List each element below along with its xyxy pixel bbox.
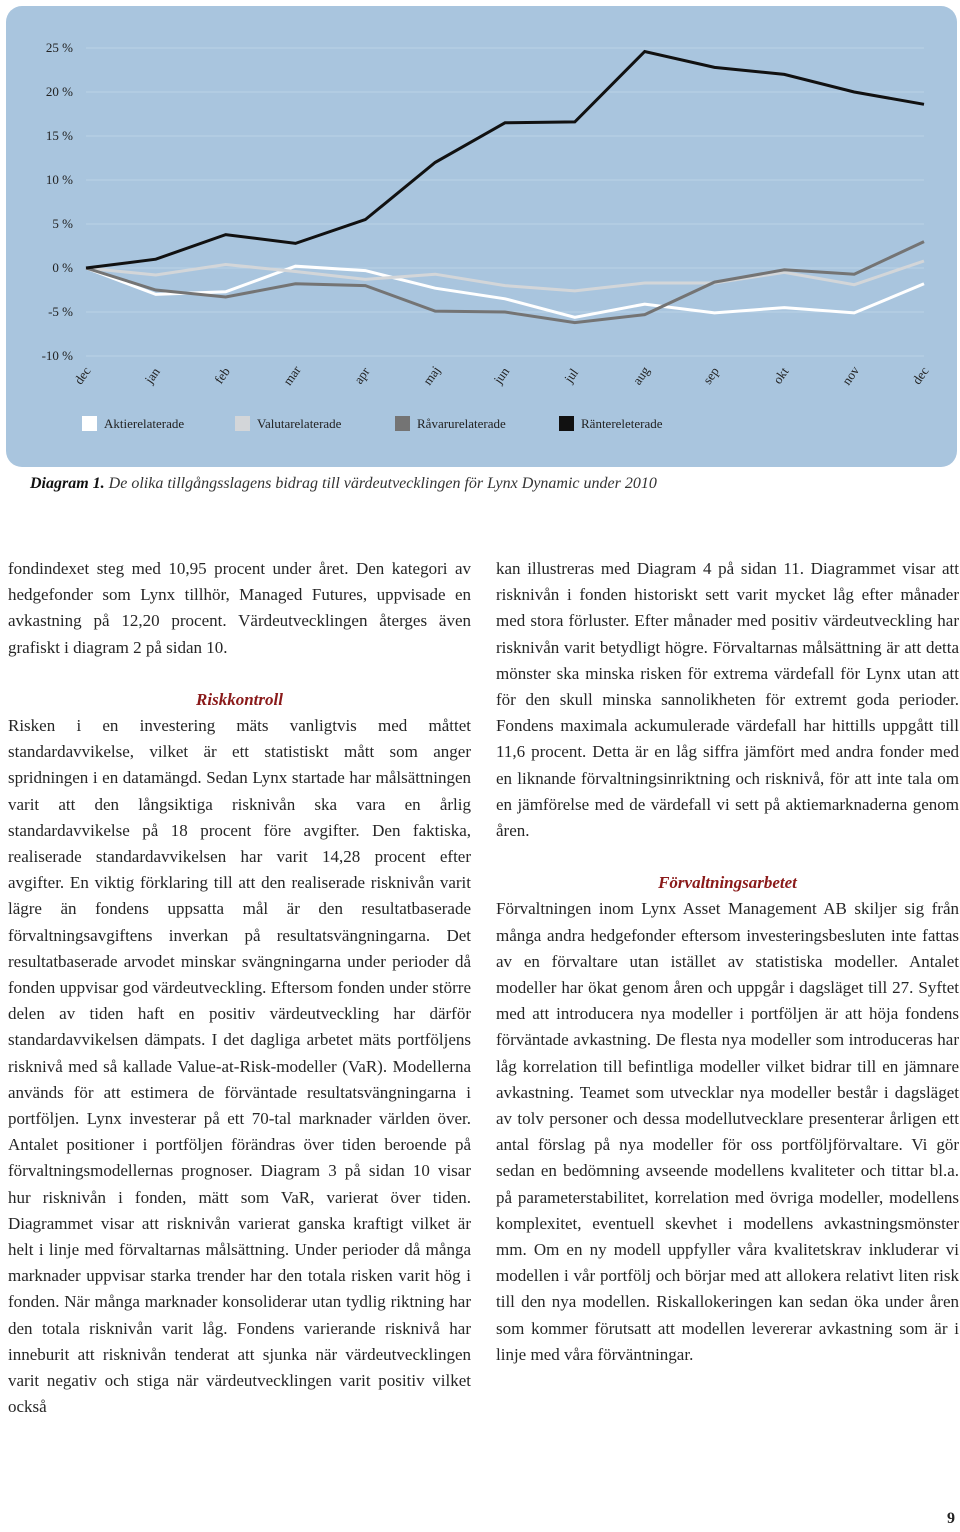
y-tick-label: 10 % [45,172,73,187]
legend-swatch [559,416,574,431]
legend-swatch [82,416,97,431]
legend-label: Räntereleterade [581,416,663,431]
y-tick-label: -10 % [41,348,73,363]
x-tick-label: jun [490,364,513,387]
y-tick-label: -5 % [48,304,73,319]
line-chart [6,6,957,467]
series-line [86,52,924,269]
x-tick-label: nov [838,363,863,388]
x-tick-label: jan [141,364,163,387]
x-tick-label: dec [908,363,932,388]
legend-swatch [395,416,410,431]
paragraph: Förvaltningen inom Lynx Asset Management AB skiljer sig från många andra hedgefonder eftersom investeringsbesluten inte fattas av en förvaltare utan istället av statistiska modeller. Antalet modeller har ökat genom åren och uppgår i dagsläget till 27. Syftet med att introducera nya modeller i portföljen är att höja fondens förväntade avkastning. De flesta nya modeller som introduceras har låg korrelation till befintliga modeller vilket bidrar till en jämnare avkastning. Teamet som utvecklar nya modeller består i dagsläget av tolv personer och dessa modellutvecklare presenterar årligen ett antal förslag på nya modeller för oss portföljförvaltare. Vi gör sedan en bedömning avseende modellens kvaliteter och tittar bl.a. på parameterstabilitet, korrelation med övriga modeller, modellens komplexitet, eventuell skevhet i modellens avkastningsmönster mm. Om en ny modell uppfyller våra kvalitetskrav inkluderar vi modellen i vår portfölj och börjar med att allokera relativt liten risk till den nya modellen. Riskallokeringen kan sedan öka under åren som kommer förutsatt att modellen levererar avkastning som är i linje med våra förväntningar. [496,899,959,1364]
y-tick-label: 0 % [52,260,73,275]
figure-caption [30,475,657,493]
y-axis-ticks [42,40,74,363]
legend-label: Aktierelaterade [104,416,185,431]
caption-text: De olika tillgångsslagens bidrag till värdeutvecklingen för Lynx Dynamic under 2010 [108,475,657,492]
legend-label: Valutarelaterade [257,416,342,431]
x-axis-ticks [71,362,932,388]
series-line [86,242,924,323]
y-tick-label: 5 % [52,216,73,231]
left-column [8,556,471,1421]
page-number: 9 [947,1510,955,1527]
paragraph: kan illustreras med Diagram 4 på sidan 11. Diagrammet visar att risknivån i fonden historiskt sett varit mycket låg efter månader med stora förluster. Efter månader med positiv värdeutveckling har risknivån varit betydligt högre. Förvaltarnas målsättning är att detta mönster ska minska risken för extrema värdefall för Lynx utan att för den skull minska sannolikheten för extremt goda perioder. Fondens maximala ackumulerade värdefall har hittills uppgått till 11,6 procent. Detta är en låg siffra jämfört med andra fonder med en liknande förvaltningsinriktning och risknivå, för att inte tala om en jämförelse med de värdefall vi sett på aktiemarknaderna genom åren. [496,559,959,841]
section-heading: Riskkontroll [196,689,283,709]
section-heading: Förvaltningsarbetet [658,873,797,893]
x-tick-label: mar [279,362,304,389]
x-tick-label: maj [419,363,444,388]
legend-swatch [235,416,250,431]
chart-legend [82,416,663,431]
x-tick-label: okt [769,364,792,387]
legend-label: Råvarurelaterade [417,416,506,431]
x-tick-label: feb [211,364,233,387]
chart-panel [6,6,957,467]
x-tick-label: dec [70,363,94,388]
x-tick-label: sep [699,364,722,387]
paragraph: fondindexet steg med 10,95 procent under året. Den kategori av hedgefonder som Lynx tillhör, Managed Futures, uppvisade en avkastning på 12,20 procent. Värdeutvecklingen återges även grafiskt i diagram 2 på sidan 10. [8,559,471,657]
y-tick-label: 15 % [45,128,73,143]
paragraph: Risken i en investering mäts vanligtvis med måttet standardavvikelse, vilket är ett statistiskt mått som anger spridningen i en datamängd. Sedan Lynx startade har målsättningen varit att den långsiktiga risknivån ska vara en årlig standardavvikelse på 18 procent före avgifter. Den faktiska, realiserade standardavvikelsen har varit 14,28 procent efter avgifter. En viktig förklaring till att den realiserade risknivån varit lägre än fondens uppsatta mål är den resultatbaserade förvaltningsavgiftens inverkan på resultatsvängningarna. Det resultatbaserade arvodet minskar svängningarna under perioder då fonden uppvisar god värdeutveckling. Eftersom fonden under större delen av tiden haft en positiv värdeutveckling har därför standardavvikelsen dämpats. I det dagliga arbetet mäts portföljens risknivå med så kallade Value-at-Risk-modeller (VaR). Modellerna används för att estimera de förväntade resultatsvängningarna i portföljen. Lynx investerar på ett 70-tal marknader världen över. Antalet positioner i portföljen förändras över tiden beroende på förvaltningsmodellernas prognoser. Diagram 3 på sidan 10 visar hur risknivån i fonden, mätt som VaR, varierat över tiden. Diagrammet visar att risknivån varierat ganska kraftigt vilket är helt i linje med förvaltarnas målsättning. Under perioder då många marknader uppvisar starka trender har den totala risken varit hög i fonden. När många marknader konsoliderar utan tydlig riktning har den totala risknivån varit låg. Fondens varierande risknivå har inneburit att risknivån tenderat att sjunka när värdeutvecklingen varit negativ och stiga när värdeutvecklingen varit positiv vilket också [8,716,471,1417]
right-column [496,556,959,1368]
x-tick-label: jul [561,365,582,386]
x-tick-label: apr [350,364,373,387]
caption-label: Diagram 1. [30,475,105,492]
y-tick-label: 20 % [45,84,73,99]
y-tick-label: 25 % [45,40,73,55]
x-tick-label: aug [629,363,653,388]
series-line [86,261,924,291]
